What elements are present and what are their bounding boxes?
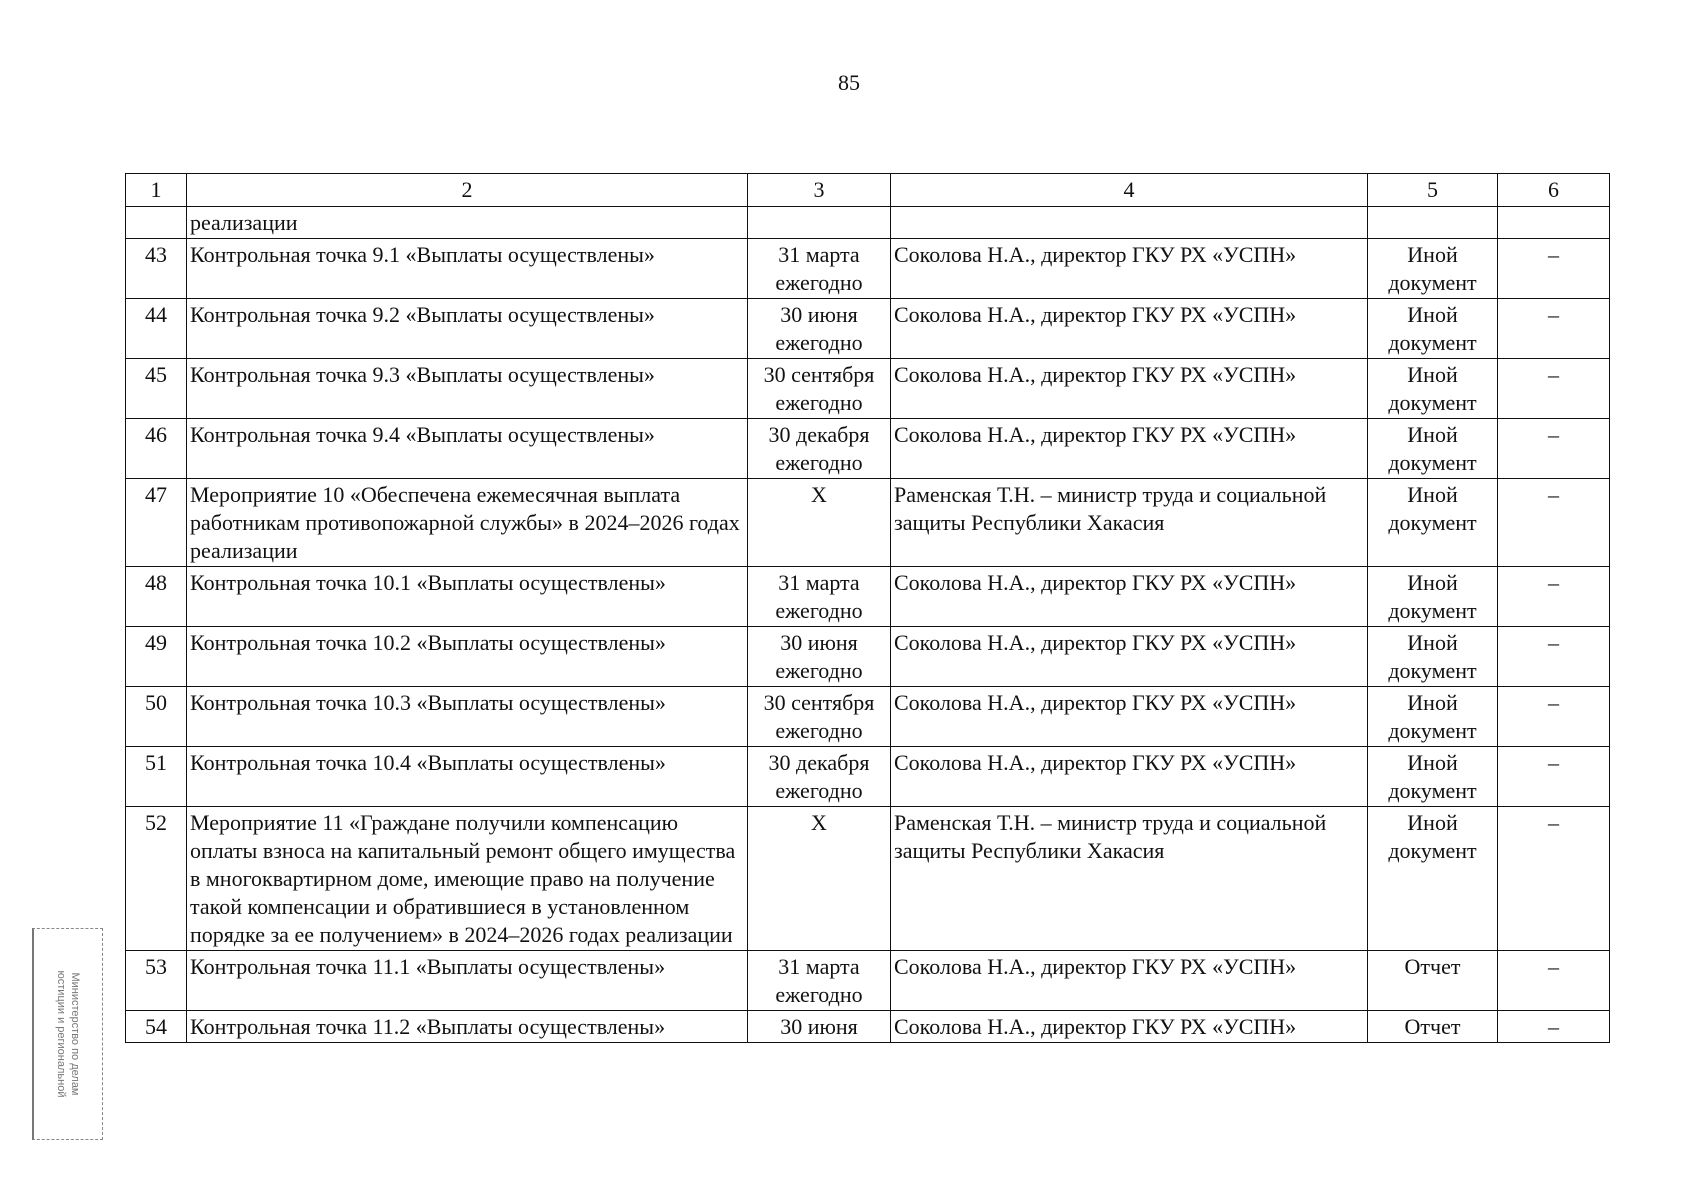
row-deadline: 31 марта ежегодно: [748, 239, 891, 299]
row-document-type: Иной документ: [1368, 807, 1498, 951]
table-row: [126, 1011, 1610, 1043]
row-name: Контрольная точка 9.4 «Выплаты осуществлены»: [187, 419, 748, 479]
plan-table: [125, 173, 1610, 1043]
row-note: –: [1498, 359, 1610, 419]
row-responsible: Раменская Т.Н. – министр труда и социальной защиты Республики Хакасия: [891, 479, 1368, 567]
row-responsible: Соколова Н.А., директор ГКУ РХ «УСПН»: [891, 299, 1368, 359]
row-number: 43: [126, 239, 187, 299]
table-row: [126, 807, 1610, 951]
row-number: 54: [126, 1011, 187, 1043]
row-name: Контрольная точка 9.2 «Выплаты осуществлены»: [187, 299, 748, 359]
row-number: 52: [126, 807, 187, 951]
row-note: –: [1498, 627, 1610, 687]
row-deadline: 30 июня ежегодно: [748, 299, 891, 359]
row-number: 53: [126, 951, 187, 1011]
column-header: 6: [1498, 174, 1610, 207]
row-name: Контрольная точка 10.4 «Выплаты осуществлены»: [187, 747, 748, 807]
table-row: [126, 951, 1610, 1011]
row-responsible: Соколова Н.А., директор ГКУ РХ «УСПН»: [891, 419, 1368, 479]
row-responsible: Соколова Н.А., директор ГКУ РХ «УСПН»: [891, 1011, 1368, 1043]
row-note: [1498, 207, 1610, 239]
row-note: –: [1498, 807, 1610, 951]
row-note: –: [1498, 479, 1610, 567]
page-number: 85: [838, 70, 860, 95]
row-deadline: 31 марта ежегодно: [748, 567, 891, 627]
column-header: 3: [748, 174, 891, 207]
row-responsible: Соколова Н.А., директор ГКУ РХ «УСПН»: [891, 747, 1368, 807]
table-row: [126, 239, 1610, 299]
row-responsible: Соколова Н.А., директор ГКУ РХ «УСПН»: [891, 627, 1368, 687]
table-row: [126, 627, 1610, 687]
row-name: Контрольная точка 10.3 «Выплаты осуществлены»: [187, 687, 748, 747]
row-responsible: Соколова Н.А., директор ГКУ РХ «УСПН»: [891, 567, 1368, 627]
row-name: Контрольная точка 10.2 «Выплаты осуществлены»: [187, 627, 748, 687]
row-document-type: Иной документ: [1368, 299, 1498, 359]
row-number: 45: [126, 359, 187, 419]
row-document-type: Отчет: [1368, 1011, 1498, 1043]
row-deadline: Х: [748, 479, 891, 567]
row-document-type: Иной документ: [1368, 747, 1498, 807]
row-note: –: [1498, 687, 1610, 747]
row-responsible: Соколова Н.А., директор ГКУ РХ «УСПН»: [891, 239, 1368, 299]
column-header: 2: [187, 174, 748, 207]
row-note: –: [1498, 1011, 1610, 1043]
stamp-text: [54, 934, 82, 1134]
row-deadline: 30 июня: [748, 1011, 891, 1043]
row-responsible: Соколова Н.А., директор ГКУ РХ «УСПН»: [891, 359, 1368, 419]
row-responsible: Соколова Н.А., директор ГКУ РХ «УСПН»: [891, 951, 1368, 1011]
row-document-type: Отчет: [1368, 951, 1498, 1011]
column-header: 1: [126, 174, 187, 207]
row-name: Мероприятие 11 «Граждане получили компенсацию оплаты взноса на капитальный ремонт общего имущества в многоквартирном доме, имеющие право на получение такой компенсации и обратившиеся в установленном порядке за ее получением» в 2024–2026 годах реализации: [187, 807, 748, 951]
plan-table-body: [126, 174, 1610, 1043]
column-header: 5: [1368, 174, 1498, 207]
row-deadline: 30 июня ежегодно: [748, 627, 891, 687]
row-number: 44: [126, 299, 187, 359]
row-note: –: [1498, 419, 1610, 479]
row-deadline: 30 сентября ежегодно: [748, 359, 891, 419]
row-document-type: Иной документ: [1368, 359, 1498, 419]
row-name: Контрольная точка 9.1 «Выплаты осуществлены»: [187, 239, 748, 299]
row-number: [126, 207, 187, 239]
table-row: [126, 567, 1610, 627]
row-document-type: Иной документ: [1368, 627, 1498, 687]
row-document-type: Иной документ: [1368, 567, 1498, 627]
row-responsible: [891, 207, 1368, 239]
row-number: 49: [126, 627, 187, 687]
row-number: 48: [126, 567, 187, 627]
row-note: –: [1498, 747, 1610, 807]
row-document-type: Иной документ: [1368, 479, 1498, 567]
row-document-type: Иной документ: [1368, 239, 1498, 299]
table-row: [126, 299, 1610, 359]
row-number: 50: [126, 687, 187, 747]
column-header: 4: [891, 174, 1368, 207]
row-deadline: Х: [748, 807, 891, 951]
row-note: –: [1498, 239, 1610, 299]
row-number: 47: [126, 479, 187, 567]
row-document-type: [1368, 207, 1498, 239]
row-deadline: [748, 207, 891, 239]
row-deadline: 30 сентября ежегодно: [748, 687, 891, 747]
row-name: Контрольная точка 10.1 «Выплаты осуществлены»: [187, 567, 748, 627]
table-row: [126, 747, 1610, 807]
table-row: [126, 359, 1610, 419]
row-number: 46: [126, 419, 187, 479]
row-deadline: 31 марта ежегодно: [748, 951, 891, 1011]
row-document-type: Иной документ: [1368, 419, 1498, 479]
row-note: –: [1498, 951, 1610, 1011]
row-number: 51: [126, 747, 187, 807]
row-deadline: 30 декабря ежегодно: [748, 747, 891, 807]
row-responsible: Соколова Н.А., директор ГКУ РХ «УСПН»: [891, 687, 1368, 747]
row-name: Контрольная точка 9.3 «Выплаты осуществлены»: [187, 359, 748, 419]
table-row: [126, 687, 1610, 747]
table-row: [126, 207, 1610, 239]
registration-stamp: [32, 928, 103, 1140]
table-row: [126, 419, 1610, 479]
row-name: реализации: [187, 207, 748, 239]
row-deadline: 30 декабря ежегодно: [748, 419, 891, 479]
stamp-line: Министерство по делам: [69, 972, 81, 1096]
table-header-row: [126, 174, 1610, 207]
table-row: [126, 479, 1610, 567]
row-note: –: [1498, 299, 1610, 359]
row-document-type: Иной документ: [1368, 687, 1498, 747]
row-responsible: Раменская Т.Н. – министр труда и социальной защиты Республики Хакасия: [891, 807, 1368, 951]
row-name: Мероприятие 10 «Обеспечена ежемесячная выплата работникам противопожарной службы» в 2024–2026 годах реализации: [187, 479, 748, 567]
stamp-line: юстиции и региональной: [55, 970, 67, 1098]
row-name: Контрольная точка 11.2 «Выплаты осуществлены»: [187, 1011, 748, 1043]
row-note: –: [1498, 567, 1610, 627]
row-name: Контрольная точка 11.1 «Выплаты осуществлены»: [187, 951, 748, 1011]
